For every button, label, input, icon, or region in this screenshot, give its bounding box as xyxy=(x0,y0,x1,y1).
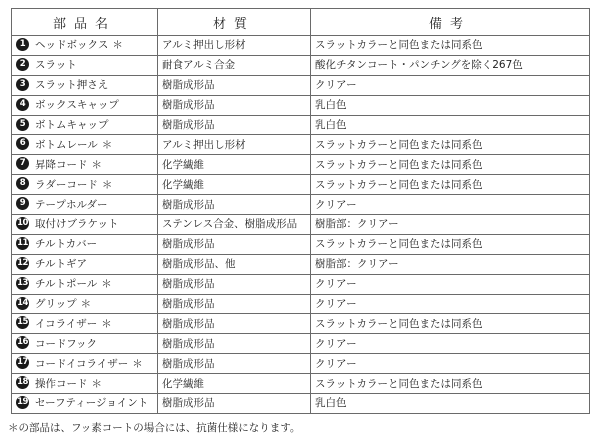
material-cell: 樹脂成形品 xyxy=(158,95,311,115)
part-name: セーフティージョイント xyxy=(35,397,149,410)
number-circle-icon: 12 xyxy=(17,257,28,268)
note-cell: クリアー xyxy=(311,334,590,354)
table-row xyxy=(12,155,590,175)
part-cell xyxy=(12,95,158,115)
part-name: 取付けブラケット xyxy=(35,218,119,231)
material-cell: 樹脂成形品 xyxy=(158,234,311,254)
number-circle-icon: 2 xyxy=(16,58,29,71)
header-note: 備考 xyxy=(311,9,590,36)
part-cell xyxy=(12,394,158,414)
antibacterial-asterisk: ＊ xyxy=(91,377,102,390)
table-row xyxy=(12,215,590,235)
part-name: チルトカバー xyxy=(35,238,98,251)
antibacterial-asterisk: ＊ xyxy=(80,298,92,311)
table-row xyxy=(12,294,590,314)
material-cell: 樹脂成形品 xyxy=(158,334,311,354)
material-cell: 樹脂成形品 xyxy=(158,115,311,135)
header-part-name: 部品名 xyxy=(12,9,158,36)
table-row xyxy=(12,354,590,374)
part-cell xyxy=(12,115,158,135)
number-circle-icon: 17 xyxy=(17,357,28,368)
part-name: スラット xyxy=(35,59,77,72)
part-name: チルトギア xyxy=(35,258,87,271)
part-name: 操作コード xyxy=(35,377,88,390)
table-header-row xyxy=(12,9,590,36)
parts-table xyxy=(11,8,590,414)
header-material: 材質 xyxy=(158,9,311,36)
part-name: コードフック xyxy=(35,337,97,350)
table-row xyxy=(12,75,590,95)
part-name: ヘッドボックス xyxy=(35,39,109,52)
part-cell xyxy=(12,274,158,294)
number-circle-icon: 19 xyxy=(17,396,28,407)
note-cell: 酸化チタンコート・パンチングを除く267色 xyxy=(311,55,590,75)
part-name: イコライザー xyxy=(35,317,98,330)
table-row xyxy=(12,195,590,215)
part-cell xyxy=(12,175,158,195)
part-cell xyxy=(12,314,158,334)
part-cell xyxy=(12,334,158,354)
table-body xyxy=(12,36,590,414)
note-cell: クリアー xyxy=(311,274,590,294)
part-cell xyxy=(12,155,158,175)
note-cell: スラットカラーと同色または同系色 xyxy=(311,155,590,175)
note-cell: スラットカラーと同色または同系色 xyxy=(311,314,590,334)
number-circle-icon: 7 xyxy=(16,157,29,170)
part-cell xyxy=(12,374,158,394)
table-row xyxy=(12,36,590,56)
note-cell: スラットカラーと同色または同系色 xyxy=(311,175,590,195)
material-cell: 樹脂成形品 xyxy=(158,394,311,414)
part-cell xyxy=(12,234,158,254)
table-row xyxy=(12,394,590,414)
note-cell: 乳白色 xyxy=(311,394,590,414)
table-row xyxy=(12,254,590,274)
table-row xyxy=(12,334,590,354)
table-row xyxy=(12,55,590,75)
material-cell: アルミ押出し形材 xyxy=(158,135,311,155)
number-circle-icon: 1 xyxy=(16,38,29,51)
note-cell: スラットカラーと同色または同系色 xyxy=(311,36,590,56)
table-row xyxy=(12,274,590,294)
antibacterial-asterisk: ＊ xyxy=(101,178,113,191)
number-circle-icon: 10 xyxy=(17,217,28,228)
note-cell: 乳白色 xyxy=(311,95,590,115)
part-name: コードイコライザー xyxy=(35,357,129,370)
number-circle-icon: 14 xyxy=(17,297,28,308)
number-circle-icon: 5 xyxy=(16,118,29,131)
note-cell: 乳白色 xyxy=(311,115,590,135)
part-name: グリップ xyxy=(35,298,77,311)
material-cell: 樹脂成形品 xyxy=(158,75,311,95)
number-circle-icon: 8 xyxy=(16,177,29,190)
part-cell xyxy=(12,294,158,314)
note-cell: クリアー xyxy=(311,294,590,314)
table-row xyxy=(12,374,590,394)
number-circle-icon: 4 xyxy=(16,98,29,111)
part-cell xyxy=(12,254,158,274)
part-cell xyxy=(12,215,158,235)
footnote: ＊の部品は、フッ素コートの場合には、抗菌仕様になります。 xyxy=(8,422,301,434)
part-name: スラット押さえ xyxy=(35,79,109,92)
antibacterial-asterisk: ＊ xyxy=(101,138,113,151)
table-row xyxy=(12,314,590,334)
material-cell: 化学繊維 xyxy=(158,155,311,175)
part-cell xyxy=(12,55,158,75)
material-cell: 樹脂成形品 xyxy=(158,354,311,374)
number-circle-icon: 3 xyxy=(16,78,29,91)
number-circle-icon: 6 xyxy=(16,137,29,150)
note-cell: 樹脂部：クリアー xyxy=(311,215,590,235)
table-row xyxy=(12,95,590,115)
antibacterial-asterisk: ＊ xyxy=(112,39,123,52)
material-cell: ステンレス合金、樹脂成形品 xyxy=(158,215,311,235)
table-row xyxy=(12,135,590,155)
material-cell: アルミ押出し形材 xyxy=(158,36,311,56)
material-cell: 樹脂成形品 xyxy=(158,274,311,294)
note-cell: スラットカラーと同色または同系色 xyxy=(311,234,590,254)
antibacterial-asterisk: ＊ xyxy=(132,357,143,370)
part-name: ボトムキャップ xyxy=(35,119,109,131)
antibacterial-asterisk: ＊ xyxy=(101,317,112,330)
antibacterial-asterisk: ＊ xyxy=(101,278,112,291)
table-row xyxy=(12,234,590,254)
note-cell: 樹脂部：クリアー xyxy=(311,254,590,274)
number-circle-icon: 11 xyxy=(17,237,28,248)
part-cell xyxy=(12,354,158,374)
number-circle-icon: 16 xyxy=(17,337,28,348)
number-circle-icon: 13 xyxy=(17,277,28,288)
table-row xyxy=(12,175,590,195)
note-cell: スラットカラーと同色または同系色 xyxy=(311,374,590,394)
number-circle-icon: 18 xyxy=(17,377,28,388)
material-cell: 化学繊維 xyxy=(158,374,311,394)
part-name: ボックスキャップ xyxy=(35,99,119,112)
table-row xyxy=(12,115,590,135)
part-cell xyxy=(12,195,158,215)
note-cell: クリアー xyxy=(311,75,590,95)
part-name: 昇降コード xyxy=(35,158,88,171)
part-cell xyxy=(12,135,158,155)
material-cell: 樹脂成形品 xyxy=(158,314,311,334)
material-cell: 耐食アルミ合金 xyxy=(158,55,311,75)
part-name: チルトポール xyxy=(35,278,98,291)
part-name: テープホルダー xyxy=(35,198,108,211)
note-cell: クリアー xyxy=(311,195,590,215)
part-cell xyxy=(12,36,158,56)
material-cell: 樹脂成形品、他 xyxy=(158,254,311,274)
material-cell: 化学繊維 xyxy=(158,175,311,195)
material-cell: 樹脂成形品 xyxy=(158,294,311,314)
note-cell: スラットカラーと同色または同系色 xyxy=(311,135,590,155)
note-cell: クリアー xyxy=(311,354,590,374)
antibacterial-asterisk: ＊ xyxy=(91,158,102,171)
material-cell: 樹脂成形品 xyxy=(158,195,311,215)
number-circle-icon: 15 xyxy=(17,317,28,328)
part-cell xyxy=(12,75,158,95)
number-circle-icon: 9 xyxy=(16,197,29,210)
part-name: ラダーコード xyxy=(35,178,98,191)
part-name: ボトムレール xyxy=(35,138,98,151)
